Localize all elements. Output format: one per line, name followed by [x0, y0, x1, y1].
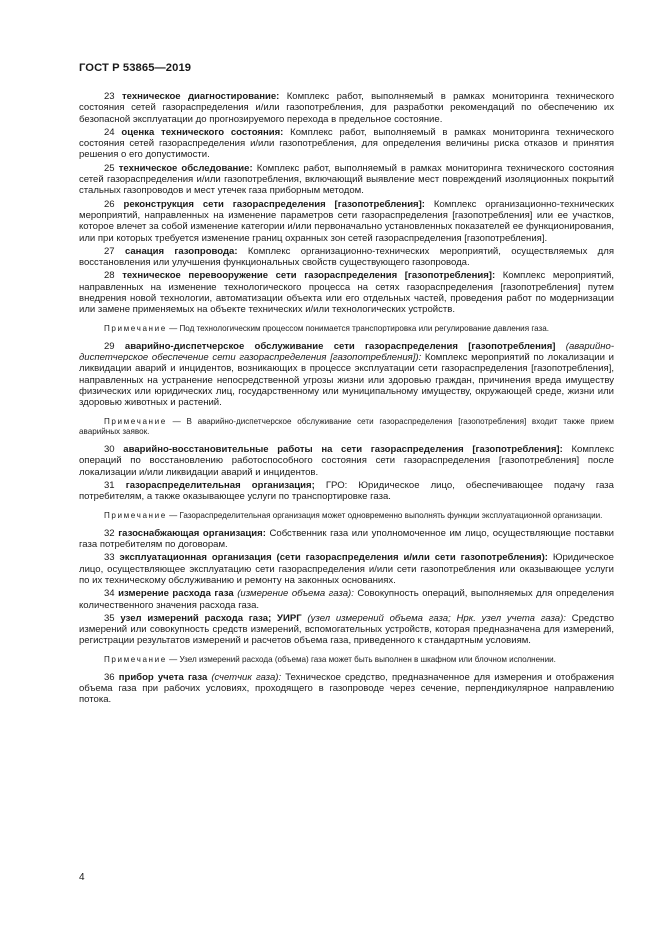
note-text: — Узел измерений расхода (объема) газа может быть выполнен в шкафном или блочном исполнении. — [169, 654, 556, 664]
note-label: Примечание — [104, 323, 167, 333]
definition-text: Комплекс мероприятий, направленных на изменение технологического процесса на сетях газораспределения [газопотребления] путем внедрения новой технологии, автоматизации объекта или его отдельных частей, проведения работ по модернизации или замене применяемых на объекте технических и/или технологических устройств. — [79, 270, 615, 316]
definition-number: 32 — [104, 527, 115, 539]
definition-number: 35 — [104, 612, 115, 624]
definition-text: Комплекс операций по восстановлению работоспособного состояния сети газораспределения [газопотребления] после локализации и/или ликвидации аварий и инцидентов. — [79, 444, 615, 478]
note-text: — Под технологическим процессом понимается транспортировка или регулирование давления газа. — [169, 323, 549, 333]
definition-term: измерение расхода газа — [118, 588, 234, 600]
definition-number: 26 — [104, 198, 115, 210]
definition-alternative-term: (узел измерений объема газа; Нрк. узел учета газа): — [307, 612, 566, 624]
definition-text: Комплекс мероприятий по локализации и ликвидации аварий и инцидентов, возникающих в процессе эксплуатации сети газораспределения [газопотребления], направленных на устранение непосредственной угрозы жизни или здоровью граждан, причинения вреда имуществу физических или юридических лиц, государственному или муниципальному имуществу, окружающей среде, жизни или здоровью животных и растений. — [79, 352, 614, 409]
definition-term: прибор учета газа — [118, 671, 208, 683]
definition-number: 29 — [104, 340, 115, 352]
definition-term: газоснабжающая организация: — [118, 527, 266, 539]
definition-text: Совокупность операций, выполняемых для определения количественного значения расхода газа. — [79, 588, 615, 611]
definition-text: Комплекс работ, выполняемый в рамках мониторинга технического состояния сетей газораспределения и/или газопотребления, для определения величины риска отказов и принятия решения о его допустимости. — [79, 126, 614, 161]
definition-number: 28 — [104, 270, 115, 282]
definition-number: 36 — [104, 671, 115, 683]
definition-term: узел измерений расхода газа; УИРГ — [120, 612, 302, 624]
definition-paragraph — [79, 341, 614, 409]
definition-text: Комплекс организационно-технических мероприятий, осуществляемых для восстановления или улучшения функциональных свойств существующего газопровода. — [79, 245, 614, 269]
definition-term: реконструкция сети газораспределения [газопотребления]: — [123, 198, 425, 210]
definition-term: техническое диагностирование: — [121, 91, 280, 102]
note-text: — В аварийно-диспетчерское обслуживание сети газораспределения [газопотребления] входит также прием аварийных заявок. — [79, 416, 614, 436]
definition-number: 27 — [104, 245, 115, 257]
note-label: Примечание — [104, 510, 167, 520]
note-paragraph — [79, 655, 614, 665]
definition-text: Собственник газа или уполномоченное им лицо, осуществляющие поставки газа потребителям по договорам. — [79, 527, 614, 551]
definition-text: Комплекс организационно-технических мероприятий, направленных на изменение параметров сети газораспределения [газопотребления] или ее участков, которое влечет за собой изменение категории и/или первоначально установленных показателей ее функционирования, или при которых требуется изменение границ охранных зон сетей газораспределения [газопотребления]. — [79, 198, 615, 244]
definition-term: эксплуатационная организация (сети газораспределения и/или сети газопотребления): — [119, 552, 548, 564]
definition-paragraph — [79, 444, 614, 478]
definition-paragraph — [79, 552, 614, 586]
definition-paragraph — [79, 528, 614, 551]
definition-number: 24 — [104, 126, 115, 138]
definition-term: аварийно-диспетчерское обслуживание сети газораспределения [газопотребления] — [124, 340, 556, 352]
definition-paragraph — [79, 270, 614, 315]
definition-paragraph — [79, 127, 614, 161]
definition-paragraph — [79, 91, 614, 125]
definition-paragraph — [79, 613, 614, 647]
definition-paragraph — [79, 588, 614, 611]
definition-text: Юридическое лицо, осуществляющее эксплуатацию сети газораспределения и/или сети газопотребления или оказывающее услуги по их техническому обслуживанию и ремонту на законных основаниях. — [79, 552, 614, 586]
note-label: Примечание — [104, 416, 167, 426]
document-header: ГОСТ Р 53865—2019 — [79, 62, 192, 74]
definition-paragraph — [79, 672, 614, 706]
note-paragraph — [79, 417, 614, 437]
definition-term: газораспределительная организация; — [125, 479, 315, 491]
page-number: 4 — [79, 872, 85, 883]
definition-text: Средство измерений или совокупность средств измерений, вспомогательных устройств, которая предназначена для измерений, регистрации результатов измерений и расчетов объема газа, приведенного к стандартным условиям. — [79, 612, 614, 647]
definition-paragraph — [79, 480, 614, 503]
definition-number: 23 — [104, 91, 115, 102]
definition-text: ГРО: Юридическое лицо, обеспечивающее подачу газа потребителям, а также оказывающее услуги по транспортировке газа. — [79, 479, 614, 503]
definition-number: 33 — [104, 552, 115, 564]
definition-number: 30 — [104, 444, 115, 456]
definition-number: 34 — [104, 588, 115, 600]
note-text: — Газораспределительная организация может одновременно выполнять функции эксплуатационной организации. — [169, 510, 603, 520]
definition-text: Комплекс работ, выполняемый в рамках мониторинга технического состояния сетей газораспределения и/или газопотребления, включающий выявление мест повреждений изоляционных покрытий стальных газопроводов и мест утечек газа приборным методом. — [79, 162, 615, 197]
definition-text: Комплекс работ, выполняемый в рамках мониторинга технического состояния сетей газораспределения и/или газопотребления, для разработки рекомендаций по обеспечению их безопасной эксплуатации до прогнозируемого перехода в предельное состояние. — [79, 91, 615, 125]
document-body — [79, 91, 614, 708]
note-paragraph — [79, 324, 614, 334]
definition-term: санация газопровода: — [124, 245, 238, 257]
note-paragraph — [79, 511, 614, 521]
definition-term: техническое обследование: — [118, 162, 253, 174]
definition-paragraph — [79, 246, 614, 269]
definition-alternative-term: (счетчик газа): — [211, 671, 282, 683]
definition-text: Техническое средство, предназначенное для измерения и отображения объема газа при рабочих условиях, проходящего в газопроводе через сечение, перпендикулярное направлению потока. — [79, 671, 614, 706]
definition-paragraph — [79, 163, 614, 197]
definition-term: оценка технического состояния: — [121, 126, 284, 138]
definition-term: аварийно-восстановительные работы на сети газораспределения [газопотребления]: — [123, 444, 563, 456]
definition-paragraph — [79, 199, 614, 244]
definition-number: 25 — [104, 162, 115, 174]
definition-alternative-term: (измерение объема газа): — [237, 588, 354, 600]
note-label: Примечание — [104, 654, 167, 664]
definition-number: 31 — [104, 479, 115, 491]
definition-alternative-term: (аварийно-диспетчерское обеспечение сети газораспределения [газопотребления]): — [79, 340, 615, 364]
definition-term: техническое перевооружение сети газораспределения [газопотребления]: — [122, 270, 496, 282]
